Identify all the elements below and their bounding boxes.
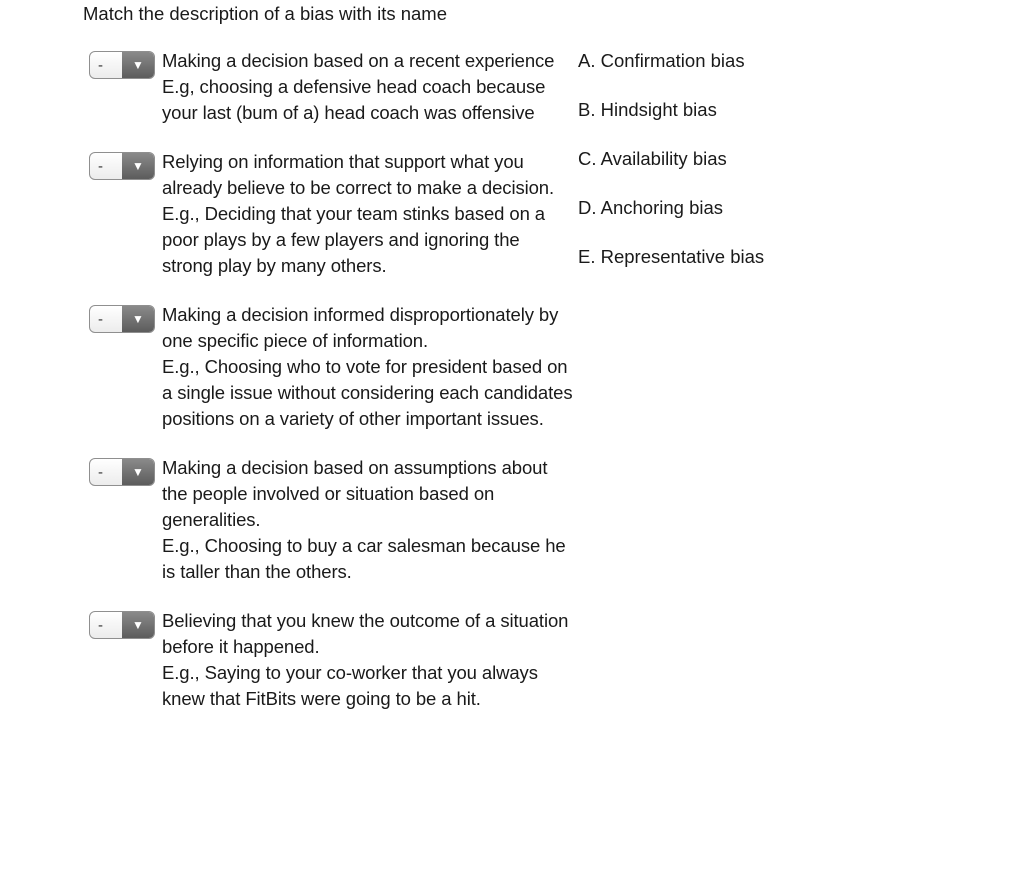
question-description: Believing that you knew the outcome of a situation before it happened.	[162, 610, 569, 657]
answer-options-list	[578, 48, 764, 270]
question-text	[162, 302, 574, 432]
question-text	[162, 48, 574, 126]
answer-option-b: B. Hindsight bias	[578, 99, 717, 120]
question-example: E.g., Choosing who to vote for president based on a single issue without considering each candidates positions on a variety of other important issues.	[162, 356, 573, 429]
chevron-down-icon: ▼	[122, 153, 154, 179]
question-example: E.g., Choosing to buy a car salesman because he is taller than the others.	[162, 535, 566, 582]
question-example: E.g., Deciding that your team stinks based on a poor plays by a few players and ignoring the strong play by many others.	[162, 203, 545, 276]
answer-dropdown-5[interactable]	[89, 611, 155, 639]
question-text	[162, 149, 574, 279]
answer-option-e: E. Representative bias	[578, 246, 765, 267]
question-item-1	[89, 48, 579, 126]
question-list	[89, 48, 579, 712]
dropdown-selected-value: -	[98, 463, 103, 481]
answer-option-a: A. Confirmation bias	[578, 50, 745, 71]
answer-dropdown-4[interactable]	[89, 458, 155, 486]
question-text	[162, 455, 574, 585]
question-description: Making a decision informed disproportionately by one specific piece of information.	[162, 304, 559, 351]
chevron-down-icon: ▼	[122, 52, 154, 78]
question-item-5	[89, 608, 579, 712]
question-item-4	[89, 455, 579, 585]
dropdown-selected-value: -	[98, 310, 103, 328]
answer-option-c: C. Availability bias	[578, 148, 727, 169]
chevron-down-icon: ▼	[122, 459, 154, 485]
question-item-3	[89, 302, 579, 432]
answer-dropdown-1[interactable]	[89, 51, 155, 79]
chevron-down-icon: ▼	[122, 612, 154, 638]
chevron-down-icon: ▼	[122, 306, 154, 332]
answer-dropdown-2[interactable]	[89, 152, 155, 180]
dropdown-selected-value: -	[98, 616, 103, 634]
dropdown-selected-value: -	[98, 157, 103, 175]
question-prompt: Match the description of a bias with its name	[83, 3, 448, 24]
question-description: Relying on information that support what you already believe to be correct to make a decision.	[162, 151, 555, 198]
question-description: Making a decision based on assumptions about the people involved or situation based on generalities.	[162, 457, 548, 530]
answer-dropdown-3[interactable]	[89, 305, 155, 333]
question-text	[162, 608, 574, 712]
question-example: E.g., Saying to your co-worker that you always knew that FitBits were going to be a hit.	[162, 662, 538, 709]
question-example: E.g, choosing a defensive head coach because your last (bum of a) head coach was offensive	[162, 76, 546, 123]
answer-option-d: D. Anchoring bias	[578, 197, 724, 218]
question-description: Making a decision based on a recent experience	[162, 50, 555, 71]
dropdown-selected-value: -	[98, 56, 103, 74]
question-item-2	[89, 149, 579, 279]
